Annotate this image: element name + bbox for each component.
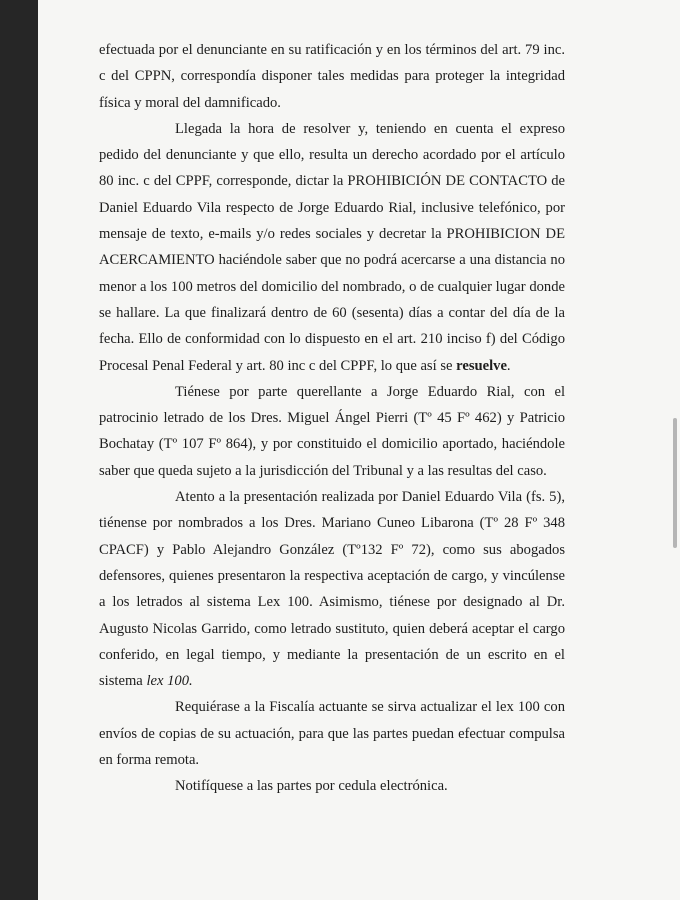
paragraph-2	[99, 116, 565, 379]
paragraph-2-end: .	[506, 357, 511, 374]
scrollbar-thumb[interactable]	[673, 418, 677, 548]
document-body	[99, 37, 565, 800]
viewer-left-margin	[0, 0, 38, 900]
paragraph-1	[99, 37, 565, 116]
paragraph-5-text: Requiérase a la Fiscalía actuante se sirva actualizar el lex 100 con envíos de copias de su actuación, para que las partes puedan efectuar compulsa en forma remota.	[99, 699, 565, 769]
paragraph-4-text: Atento a la presentación realizada por Daniel Eduardo Vila (fs. 5), tiénense por nombrados a los Dres. Mariano Cuneo Libarona (Tº 28 Fº 348 CPACF) y Pablo Alejandro González (Tº132 Fº 72), como sus abogados defensores, quienes presentaron la respectiva aceptación de cargo, y vincúlense a los letrados al sistema Lex 100. Asimismo, tiénese por designado al Dr. Augusto Nicolas Garrido, como letrado sustituto, quien deberá aceptar el cargo conferido, en legal tiempo, y mediante la presentación de un escrito en el sistema	[99, 489, 565, 690]
paragraph-3-text: Tiénese por parte querellante a Jorge Eduardo Rial, con el patrocinio letrado de los Dres. Miguel Ángel Pierri (Tº 45 Fº 462) y Patricio Bochatay (Tº 107 Fº 864), y por constituido el domicilio aportado, haciéndole saber que queda sujeto a la jurisdicción del Tribunal y a las resultas del caso.	[99, 383, 565, 479]
paragraph-5	[99, 694, 565, 773]
paragraph-3	[99, 379, 565, 484]
lex-100-italic: lex 100.	[146, 673, 193, 690]
paragraph-4	[99, 484, 565, 694]
resuelve-bold: resuelve	[456, 357, 507, 374]
paragraph-1-text: efectuada por el denunciante en su ratificación y en los términos del art. 79 inc. c del CPPN, correspondía disponer tales medidas para proteger la integridad física y moral del damnificado.	[99, 42, 565, 111]
vertical-scrollbar[interactable]	[672, 0, 680, 900]
paragraph-6	[99, 773, 565, 799]
document-page	[38, 0, 680, 900]
paragraph-2-text: Llegada la hora de resolver y, teniendo en cuenta el expreso pedido del denunciante y que ello, resulta un derecho acordado por el artículo 80 inc. c del CPPF, corresponde, dictar la PROHIBICIÓN DE CONTACTO de Daniel Eduardo Vila respecto de Jorge Eduardo Rial, inclusive telefónico, por mensaje de texto, e-mails y/o redes sociales y decretar la PROHIBICION DE ACERCAMIENTO haciéndole saber que no podrá acercarse a una distancia no menor a los 100 metros del domicilio del nombrado, o de cualquier lugar donde se hallare. La que finalizará dentro de 60 (sesenta) días a contar del día de la fecha. Ello de conformidad con lo dispuesto en el art. 210 inciso f) del Código Procesal Penal Federal y art. 80 inc c del CPPF, lo que así se	[99, 120, 565, 374]
paragraph-6-text: Notifíquese a las partes por cedula electrónica.	[175, 778, 448, 795]
